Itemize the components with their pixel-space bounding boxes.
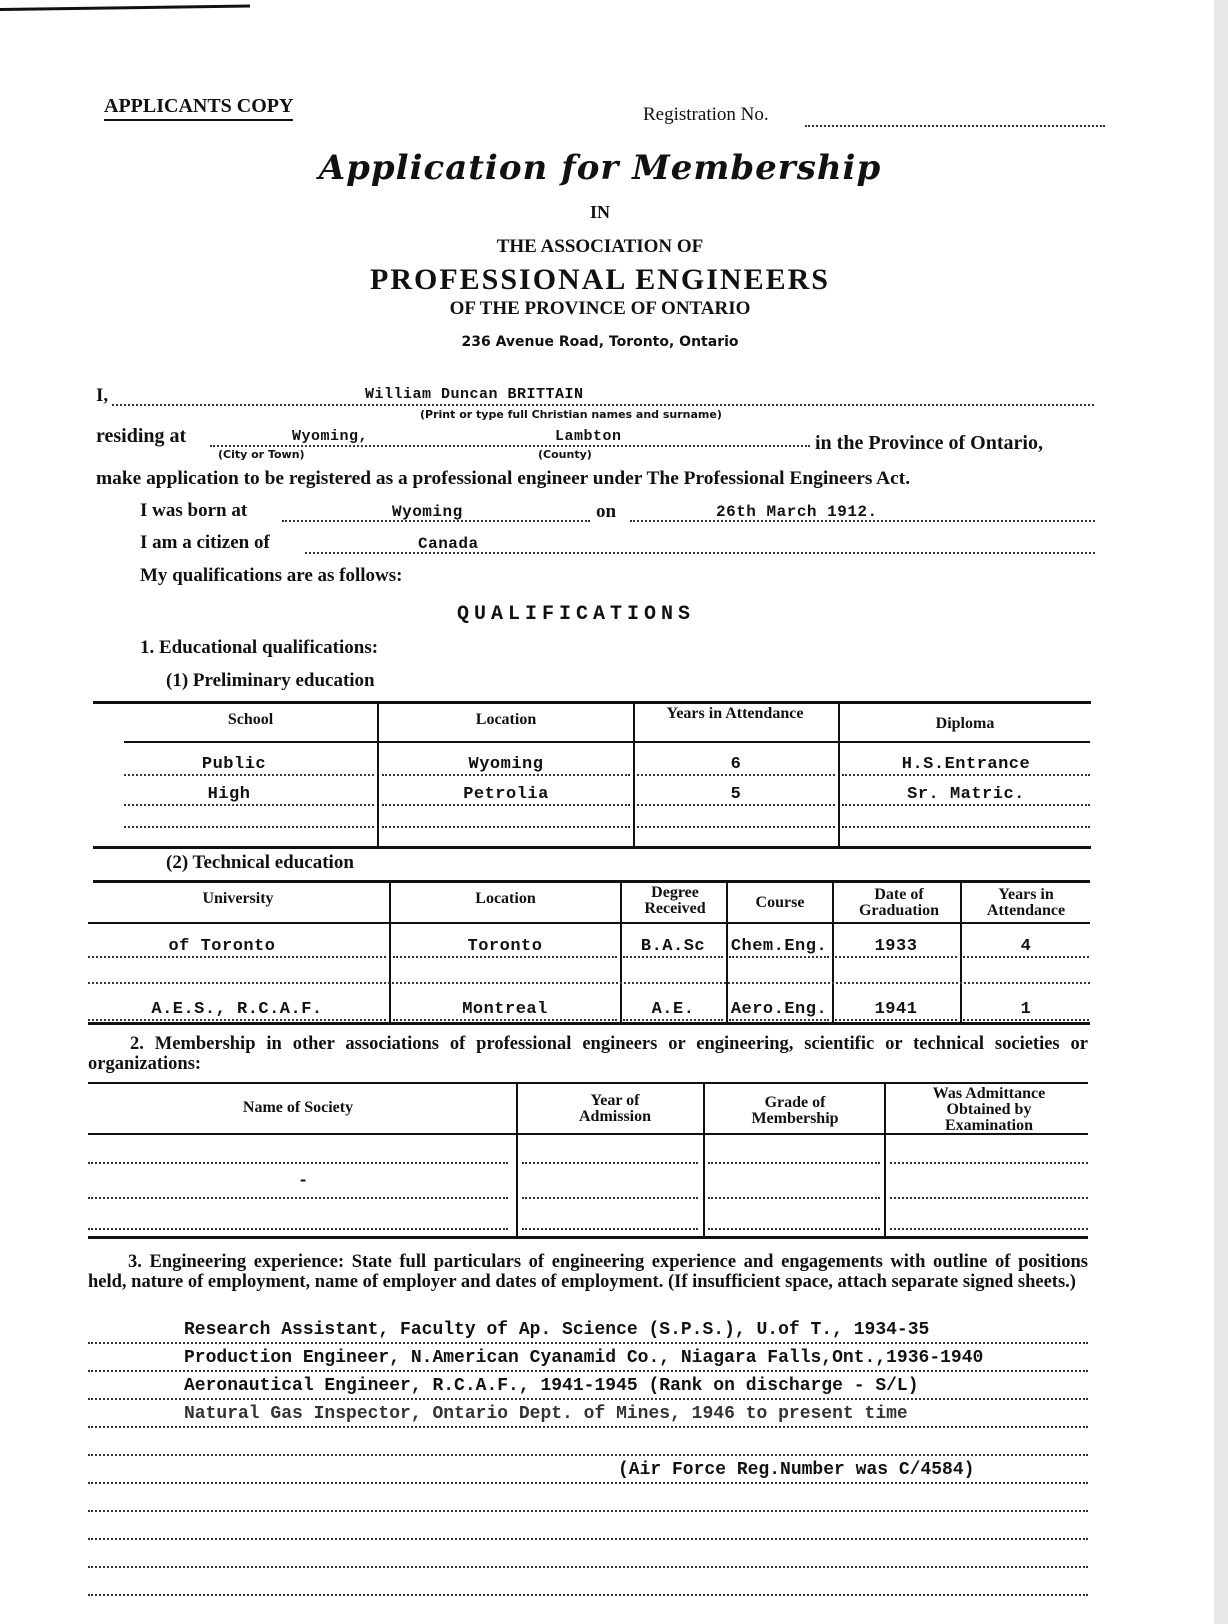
form-title: Application for Membership	[318, 148, 882, 188]
prelim-row2-school[interactable]: High	[124, 782, 374, 806]
tech-row2-location[interactable]: Montreal	[393, 997, 617, 1021]
experience-line-8[interactable]	[88, 1536, 1088, 1540]
membership-row3-grade[interactable]	[708, 1226, 880, 1230]
city-hint: (City or Town)	[218, 448, 305, 461]
tech-row1-university[interactable]: of Toronto	[88, 934, 386, 958]
tech-row1-location[interactable]: Toronto	[393, 934, 617, 958]
title-address: 236 Avenue Road, Toronto, Ontario	[461, 334, 739, 350]
scan-edge-line	[0, 5, 250, 11]
experience-line-4[interactable]	[88, 1424, 1088, 1428]
prelim-header-rule	[124, 741, 1090, 743]
prelim-row2-diploma[interactable]: Sr. Matric.	[842, 782, 1090, 806]
educational-label: 1. Educational qualifications:	[140, 637, 379, 658]
membership-top-rule	[88, 1082, 1088, 1084]
tech-top-rule	[93, 880, 1090, 883]
membership-row2-grade[interactable]	[708, 1195, 880, 1199]
tech-row1-years[interactable]: 4	[963, 934, 1089, 958]
scan-right-edge	[1214, 0, 1228, 1624]
city-value: Wyoming,	[292, 428, 369, 445]
membership-dash: -	[298, 1172, 309, 1191]
prelim-row3-school[interactable]	[124, 824, 374, 828]
experience-heading: 3. Engineering experience: State full particulars of engineering experience and engagements with outline of positions held, nature of employment, name of employer and dates of employment. (If insufficient space, attach separate signed sheets.)	[88, 1252, 1088, 1292]
membership-divider	[516, 1084, 518, 1236]
province-text: in the Province of Ontario,	[815, 432, 1043, 454]
prelim-header-location: Location	[475, 711, 537, 728]
tech-header-location: Location	[475, 890, 536, 907]
prelim-row2-years[interactable]: 5	[637, 782, 835, 806]
membership-heading: 2. Membership in other associations of professional engineers or engineering, scientific or technical societies or organizations:	[88, 1034, 1088, 1074]
prelim-divider	[633, 703, 635, 847]
experience-line-3[interactable]	[88, 1396, 1088, 1400]
qualifications-heading: QUALIFICATIONS	[457, 603, 696, 626]
membership-header-year: Year of Admission	[578, 1092, 652, 1125]
membership-header-society: Name of Society	[242, 1099, 354, 1116]
tech-header-university: University	[202, 890, 274, 907]
prelim-row3-years[interactable]	[637, 824, 835, 828]
membership-row1-year[interactable]	[522, 1160, 698, 1164]
membership-header-grade: Grade of Membership	[751, 1094, 839, 1127]
tech-row1-degree[interactable]: B.A.Sc	[623, 934, 723, 958]
experience-line-9[interactable]	[88, 1564, 1088, 1568]
prelim-row3-diploma[interactable]	[842, 824, 1090, 828]
residing-label: residing at	[96, 425, 187, 447]
tech-row2-empty[interactable]	[88, 980, 1090, 984]
prelim-row1-years[interactable]: 6	[637, 752, 835, 776]
tech-divider	[960, 882, 962, 1022]
membership-row3-society[interactable]	[88, 1226, 508, 1230]
prelim-header-years: Years in Attendance	[666, 705, 804, 722]
citizen-label: I am a citizen of	[140, 532, 270, 553]
tech-row2-years[interactable]: 1	[963, 997, 1089, 1021]
membership-row1-grade[interactable]	[708, 1160, 880, 1164]
tech-row2-degree[interactable]: A.E.	[623, 997, 723, 1021]
applicant-name-field[interactable]	[112, 402, 1094, 406]
membership-row3-exam[interactable]	[890, 1226, 1088, 1230]
tech-row2-date[interactable]: 1941	[835, 997, 957, 1021]
membership-row1-exam[interactable]	[890, 1160, 1088, 1164]
on-label: on	[596, 501, 617, 522]
experience-line-7[interactable]	[88, 1508, 1088, 1512]
qualifications-intro: My qualifications are as follows:	[140, 565, 403, 586]
membership-row1-society[interactable]	[88, 1160, 508, 1164]
application-statement: make application to be registered as a professional engineer under The Professional Engineers Act.	[96, 468, 911, 489]
prelim-top-rule	[93, 701, 1091, 704]
experience-line-10[interactable]	[88, 1592, 1088, 1596]
prelim-row2-location[interactable]: Petrolia	[382, 782, 630, 806]
born-label: I was born at	[140, 500, 248, 521]
registration-number-label: Registration No.	[643, 104, 769, 125]
technical-label: (2) Technical education	[166, 852, 354, 873]
tech-header-date: Date of Graduation	[858, 886, 939, 919]
tech-row1-course[interactable]: Chem.Eng.	[729, 934, 829, 958]
i-label: I,	[96, 385, 109, 406]
membership-bottom-rule	[88, 1236, 1088, 1239]
title-province: OF THE PROVINCE OF ONTARIO	[449, 298, 751, 319]
membership-divider	[703, 1084, 705, 1236]
title-professional-engineers: PROFESSIONAL ENGINEERS	[370, 263, 830, 296]
registration-number-field[interactable]	[805, 123, 1105, 127]
tech-bottom-rule	[88, 1022, 1090, 1025]
experience-line-2[interactable]	[88, 1368, 1088, 1372]
experience-entry-1: Research Assistant, Faculty of Ap. Science (S.P.S.), U.of T., 1934-35	[184, 1320, 930, 1340]
prelim-row3-location[interactable]	[382, 824, 630, 828]
tech-header-years: Years in Attendance	[986, 886, 1066, 919]
experience-line-5[interactable]	[88, 1452, 1088, 1456]
experience-line-6[interactable]	[88, 1480, 1088, 1484]
preliminary-label: (1) Preliminary education	[166, 670, 375, 691]
born-date: 26th March 1912.	[716, 503, 878, 521]
prelim-row1-diploma[interactable]: H.S.Entrance	[842, 752, 1090, 776]
title-in: IN	[589, 202, 610, 222]
experience-entry-2: Production Engineer, N.American Cyanamid Co., Niagara Falls,Ont.,1936-1940	[184, 1348, 984, 1368]
name-hint: (Print or type full Christian names and surname)	[420, 408, 722, 421]
experience-note: (Air Force Reg.Number was C/4584)	[618, 1460, 975, 1480]
applicants-copy-label: APPLICANTS COPY	[104, 95, 293, 121]
prelim-row1-school[interactable]: Public	[124, 752, 374, 776]
prelim-header-diploma: Diploma	[935, 715, 995, 732]
experience-entry-4: Natural Gas Inspector, Ontario Dept. of Mines, 1946 to present time	[184, 1404, 908, 1424]
county-value: Lambton	[555, 428, 622, 445]
membership-header-examination: Was Admittance Obtained by Examination	[932, 1085, 1046, 1134]
membership-row2-society[interactable]	[88, 1195, 508, 1199]
born-place: Wyoming	[392, 503, 463, 521]
citizenship-value: Canada	[418, 535, 479, 553]
experience-line-1[interactable]	[88, 1340, 1088, 1344]
tech-divider	[832, 882, 834, 1022]
membership-divider	[884, 1084, 886, 1236]
membership-row3-year[interactable]	[522, 1226, 698, 1230]
tech-divider	[620, 882, 622, 1022]
prelim-bottom-rule	[93, 846, 1091, 849]
prelim-header-school: School	[227, 711, 274, 728]
tech-header-course: Course	[755, 894, 805, 911]
membership-row2-exam[interactable]	[890, 1195, 1088, 1199]
tech-header-degree: Degree Received	[644, 884, 706, 917]
tech-header-rule	[88, 922, 1090, 924]
experience-entry-3: Aeronautical Engineer, R.C.A.F., 1941-1945 (Rank on discharge - S/L)	[184, 1376, 919, 1396]
tech-row1-date[interactable]: 1933	[835, 934, 957, 958]
tech-row2-university[interactable]: A.E.S., R.C.A.F.	[88, 997, 386, 1021]
county-hint: (County)	[538, 448, 592, 461]
tech-row2-course[interactable]: Aero.Eng.	[729, 997, 829, 1021]
applicant-name: William Duncan BRITTAIN	[365, 386, 584, 403]
membership-row2-year[interactable]	[522, 1195, 698, 1199]
title-association: THE ASSOCIATION OF	[496, 236, 704, 257]
prelim-row1-location[interactable]: Wyoming	[382, 752, 630, 776]
